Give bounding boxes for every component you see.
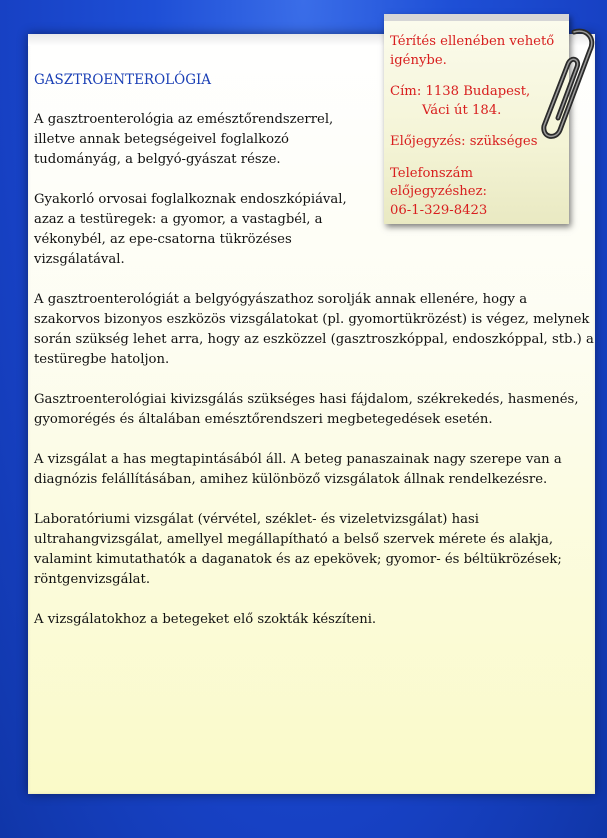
- article-paragraph: Gyakorló orvosai foglalkoznak endoszkópiával, azaz a testüregek: a gyomor, a vastagbél, a vékonybél, az epe-csatorna tükrözéses vizsgálatával.: [34, 192, 347, 267]
- note-phone-number: 06-1-329-8423: [390, 202, 488, 218]
- note-phone: [390, 165, 561, 221]
- note-payment: Térítés ellenében vehető igénybe.: [390, 34, 555, 68]
- article-paragraph: Gasztroenterológiai kivizsgálás szükséges hasi fájdalom, székrekedés, hasmenés, gyomorégés és általában emésztőrendszeri megbetegedések esetén.: [34, 392, 579, 427]
- article-paragraph: A gasztroenterológiát a belgyógyászathoz sorolják annak ellenére, hogy a szakorvos bizonyos eszközös vizsgálatokat (pl. gyomortükrözést) is végez, melynek során szükség lehet arra, hogy az eszközzel (gasztroszkóppal, endoszkóppal, stb.) a testüregbe hatoljon.: [34, 292, 594, 367]
- note-address-line2: Váci út 184.: [422, 102, 502, 118]
- paperclip-icon: [530, 26, 600, 146]
- article-paragraph: A vizsgálatokhoz a betegeket elő szokták készíteni.: [34, 612, 377, 627]
- article-paragraph: A vizsgálat a has megtapintásából áll. A beteg panaszainak nagy szerepe van a diagnózis felállításában, amihez különböző vizsgálatok állnak rendelkezésre.: [34, 452, 562, 487]
- article-paragraph: A gasztroenterológia az emésztőrendszerrel, illetve annak betegségeivel foglalkozó tudományág, a belgyó-gyászat része.: [34, 112, 334, 167]
- note-address-line1: Cím: 1138 Budapest,: [390, 84, 531, 99]
- page-title: GASZTROENTEROLÓGIA: [34, 72, 212, 88]
- note-booking: Előjegyzés: szükséges: [390, 134, 538, 149]
- article-paragraph: Laboratóriumi vizsgálat (vérvétel, széklet- és vizeletvizsgálat) hasi ultrahangvizsgálat, amellyel megállapítható a belső szervek mérete és alakja, valamint kimutathatók a daganatok és az epekövek; gyomor- és béltükrözések; röntgenvizsgálat.: [34, 512, 562, 587]
- note-phone-label: Telefonszám előjegyzéshez:: [390, 165, 487, 199]
